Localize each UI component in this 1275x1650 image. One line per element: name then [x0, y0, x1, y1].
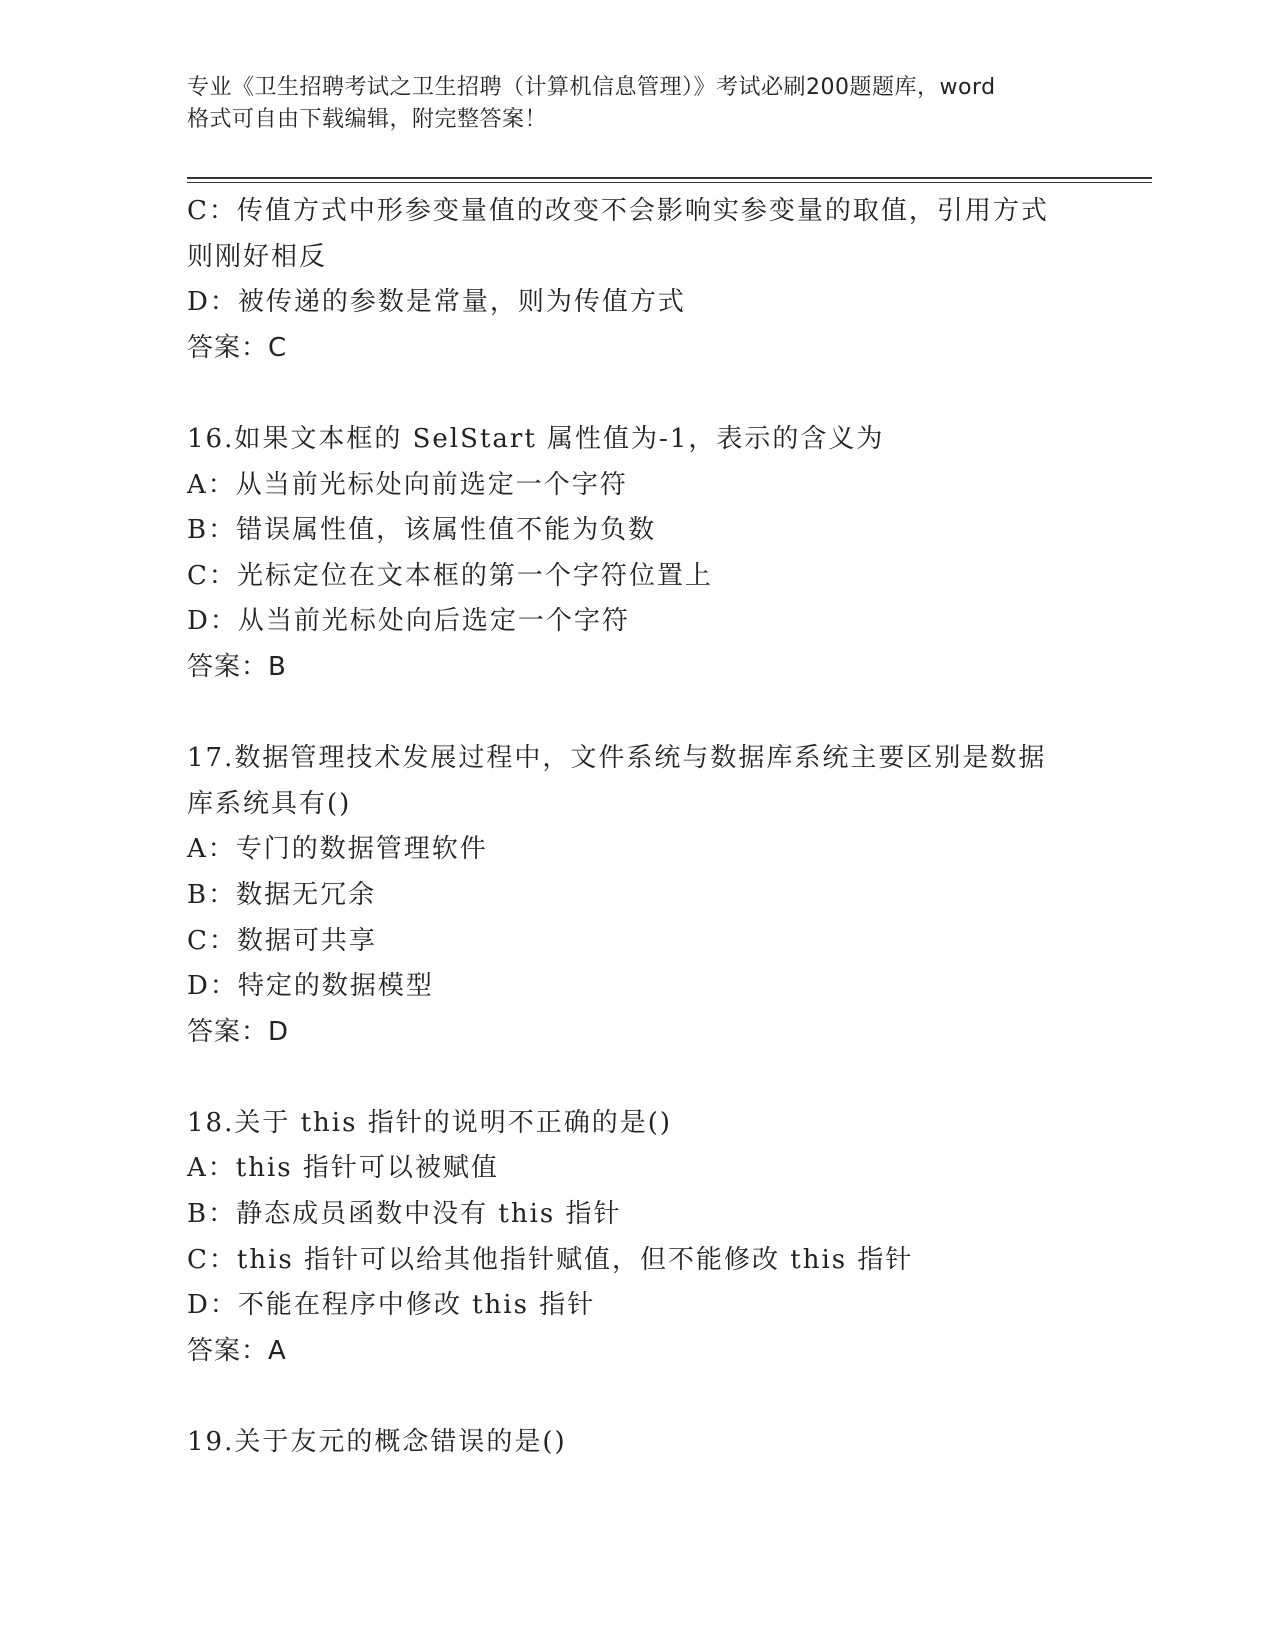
header-divider-thick: [187, 177, 1152, 179]
question-18-option-a: A：this 指针可以被赋值: [187, 1153, 499, 1184]
prev-option-c-line-2: 则刚好相反: [187, 241, 328, 272]
question-content: [187, 189, 1087, 1466]
spacer: [187, 371, 1087, 417]
question-17-stem-line-2: 库系统具有(): [187, 788, 352, 819]
question-18-option-d: D：不能在程序中修改 this 指针: [187, 1290, 596, 1321]
question-16-option-d: D：从当前光标处向后选定一个字符: [187, 606, 630, 637]
prev-option-c-line-1: C：传值方式中形参变量值的改变不会影响实参变量的取值，引用方式: [187, 196, 1049, 226]
question-17-option-c: C：数据可共享: [187, 925, 377, 956]
question-16-answer: 答案：B: [187, 651, 287, 682]
spacer: [187, 1374, 1087, 1420]
question-17-stem-line-1: 17.数据管理技术发展过程中，文件系统与数据库系统主要区别是数据: [187, 743, 1047, 774]
prev-option-d: D：被传递的参数是常量，则为传值方式: [187, 287, 686, 318]
question-17-option-a: A：专门的数据管理软件: [187, 834, 488, 865]
spacer: [187, 1055, 1087, 1101]
question-19-stem: 19.关于友元的概念错误的是(): [187, 1427, 567, 1458]
question-16-stem: 16.如果文本框的 SelStart 属性值为-1，表示的含义为: [187, 423, 885, 454]
prev-answer: 答案：C: [187, 332, 288, 363]
question-18-option-c: C：this 指针可以给其他指针赋值，但不能修改 this 指针: [187, 1244, 914, 1275]
question-17-option-d: D：特定的数据模型: [187, 971, 434, 1002]
header-divider-thin: [187, 182, 1152, 183]
question-16-option-b: B：错误属性值，该属性值不能为负数: [187, 515, 657, 546]
question-18-option-b: B：静态成员函数中没有 this 指针: [187, 1199, 622, 1230]
spacer: [187, 691, 1087, 737]
header-line-2: 格式可自由下载编辑，附完整答案！: [187, 107, 548, 132]
question-17-option-b: B：数据无冗余: [187, 879, 377, 910]
question-18-answer: 答案：A: [187, 1335, 287, 1366]
question-17-answer: 答案：D: [187, 1016, 290, 1047]
question-16-option-c: C：光标定位在文本框的第一个字符位置上: [187, 560, 713, 591]
header-line-1: 专业《卫生招聘考试之卫生招聘（计算机信息管理）》考试必刷200题题库，word: [187, 75, 996, 100]
question-18-stem: 18.关于 this 指针的说明不正确的是(): [187, 1107, 673, 1138]
question-16-option-a: A：从当前光标处向前选定一个字符: [187, 469, 628, 500]
document-header: [187, 72, 1087, 136]
